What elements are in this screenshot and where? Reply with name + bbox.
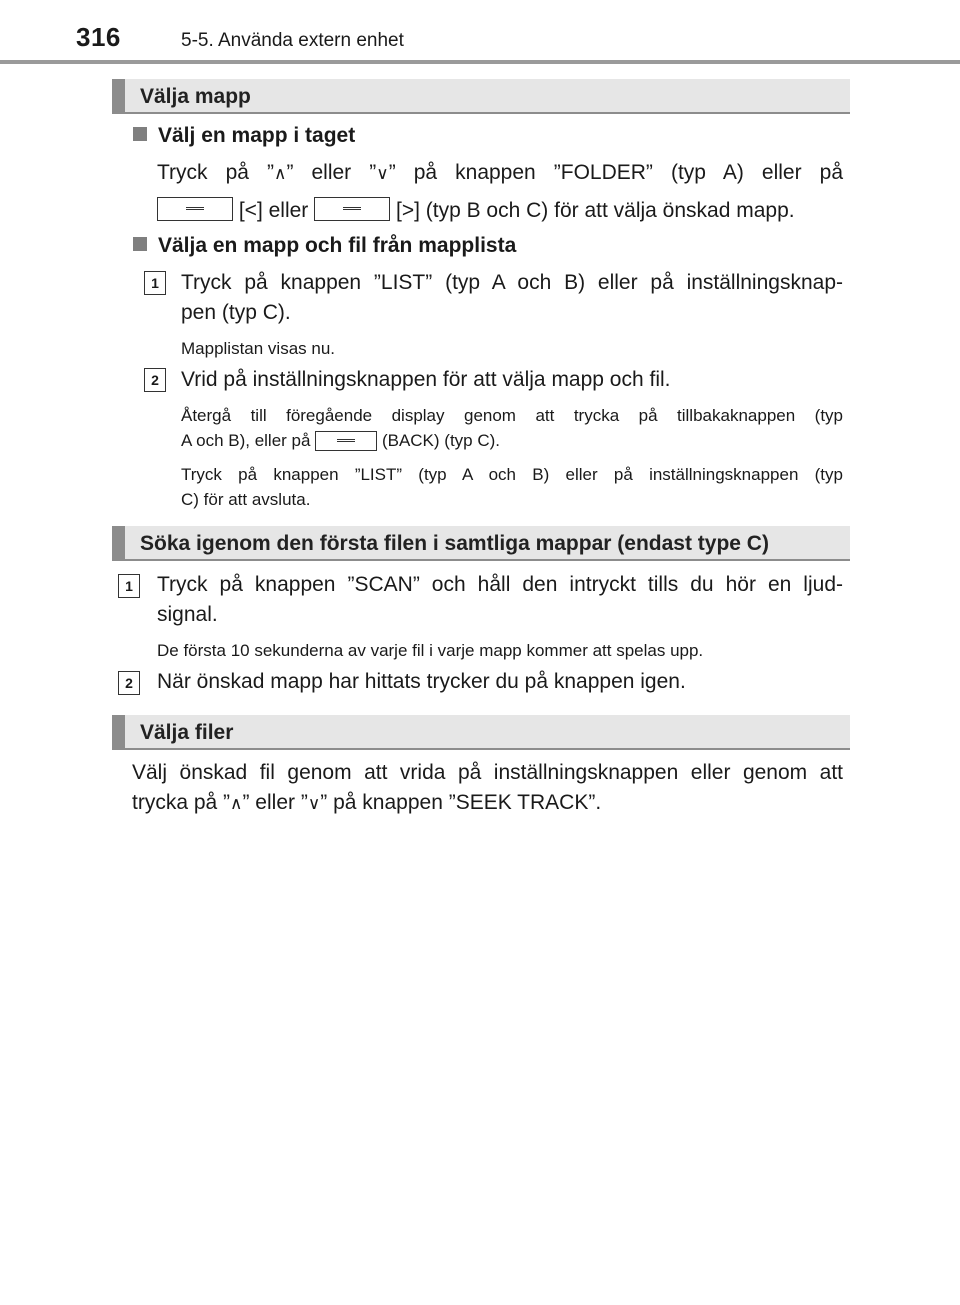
paragraph-folder-line2 — [157, 196, 847, 226]
up-arrow-symbol: ∧ — [230, 794, 243, 813]
files-line2 — [132, 788, 601, 819]
subheading-valja-mapplista — [133, 234, 516, 258]
text-segment: (BACK) (typ C). — [381, 431, 500, 450]
section-title: Söka igenom den första filen i samtliga mappar (endast type C) — [140, 532, 769, 555]
down-arrow-symbol: ∨ — [376, 164, 389, 183]
section-heading-soka-igenom — [112, 526, 850, 561]
text-segment: Tryck på ” — [157, 161, 274, 184]
down-arrow-symbol: ∨ — [307, 794, 321, 813]
note-back-line1: Återgå till föregående display genom att trycka på tillbakaknappen (typ — [181, 406, 843, 425]
step-number-1: 1 — [144, 271, 166, 295]
step-1-line2: pen (typ C). — [181, 301, 291, 324]
prev-button-icon — [157, 197, 233, 221]
scan-step-1-line1: Tryck på knappen ”SCAN” och håll den intryckt tills du hör en ljud- — [157, 573, 843, 596]
note-list-line1: Tryck på knappen ”LIST” (typ A och B) eller på inställningsknappen (typ — [181, 465, 843, 484]
page-number: 316 — [76, 22, 121, 52]
paragraph-folder-line1 — [157, 158, 843, 189]
header-divider — [0, 60, 960, 64]
note-back-line2 — [181, 428, 500, 453]
step-number-2: 2 — [144, 368, 166, 392]
text-segment: [>] (typ B och C) för att välja önskad mapp. — [395, 199, 795, 222]
text-segment: ” eller ” — [286, 161, 377, 184]
text-segment: A och B), eller på — [181, 431, 311, 450]
section-title: Välja filer — [140, 721, 234, 744]
scan-step-1-note: De första 10 sekunderna av varje fil i varje mapp kommer att spelas upp. — [157, 641, 704, 660]
chapter-title: 5-5. Använda extern enhet — [181, 30, 404, 51]
step-1-note: Mapplistan visas nu. — [181, 339, 336, 358]
back-button-icon — [315, 431, 377, 451]
section-heading-valja-mapp — [112, 79, 850, 114]
section-heading-valja-filer — [112, 715, 850, 750]
text-segment: ” på knappen ”FOLDER” (typ A) eller på — [388, 161, 844, 184]
step-number-1: 1 — [118, 574, 140, 598]
step-1-line1: Tryck på knappen ”LIST” (typ A och B) eller på inställningsknap- — [181, 271, 843, 294]
next-button-icon — [314, 197, 390, 221]
section-title: Välja mapp — [140, 85, 251, 108]
scan-step-2-text: När önskad mapp har hittats trycker du på knappen igen. — [157, 670, 686, 693]
subheading-text: Välj en mapp i taget — [158, 124, 356, 147]
square-bullet-icon — [133, 127, 147, 141]
text-segment: ” på knappen ”SEEK TRACK”. — [320, 791, 602, 814]
step-number-2: 2 — [118, 671, 140, 695]
subheading-valj-en-mapp — [133, 124, 355, 148]
up-arrow-symbol: ∧ — [274, 164, 287, 183]
subheading-text: Välja en mapp och fil från mapplista — [158, 234, 517, 257]
text-segment: trycka på ” — [132, 791, 231, 814]
step-2-text: Vrid på inställningsknappen för att välja mapp och fil. — [181, 368, 671, 391]
text-segment: [<] eller — [238, 199, 309, 222]
files-line1: Välj önskad fil genom att vrida på inställningsknappen eller genom att — [132, 761, 843, 784]
note-list-line2: C) för att avsluta. — [181, 490, 311, 509]
square-bullet-icon — [133, 237, 147, 251]
scan-step-1-line2: signal. — [157, 603, 218, 626]
text-segment: ” eller ” — [242, 791, 308, 814]
